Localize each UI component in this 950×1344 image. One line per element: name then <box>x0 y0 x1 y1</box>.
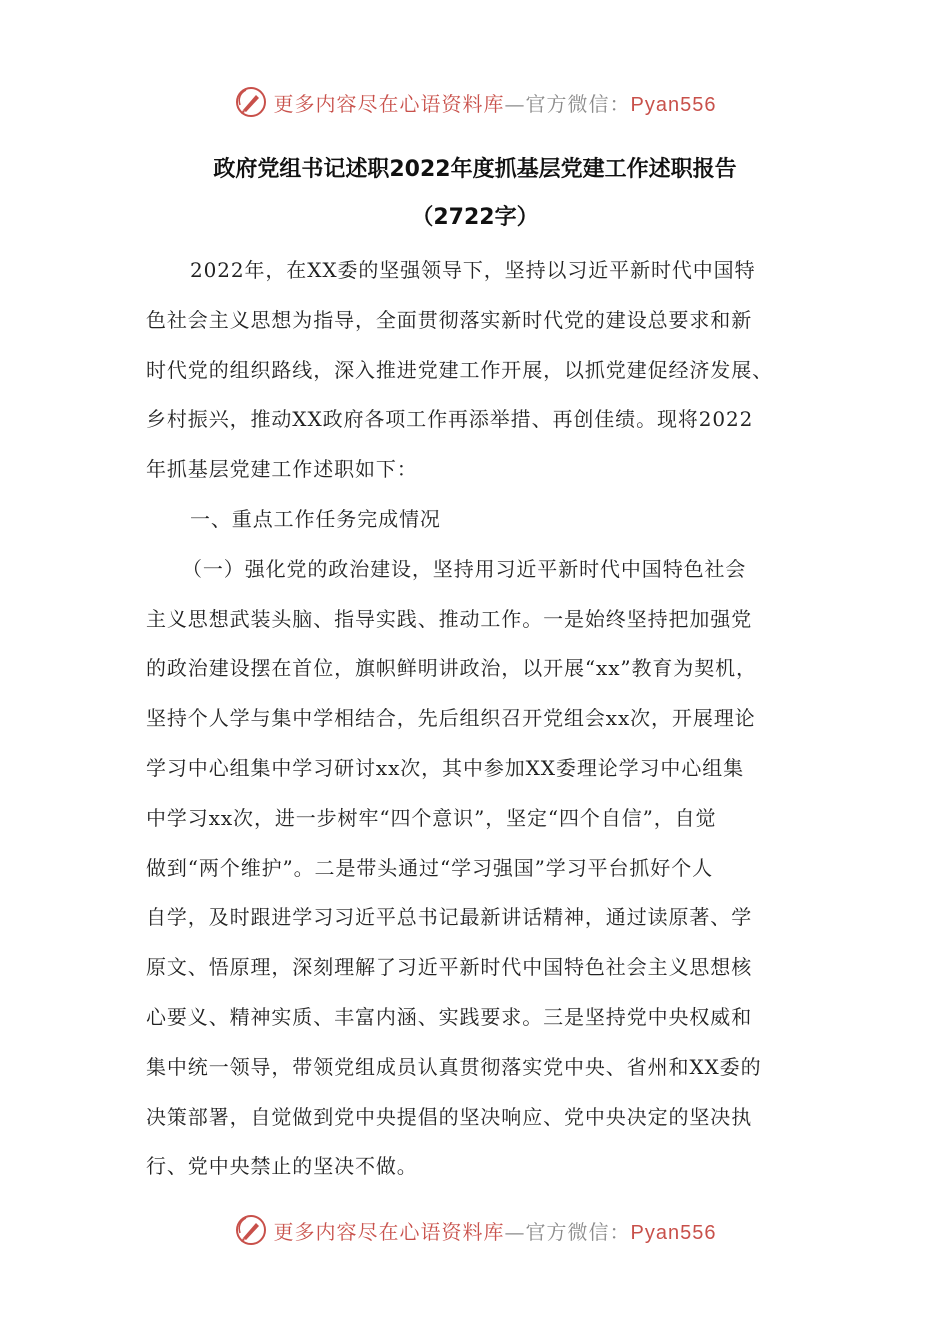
watermark-text <box>274 1216 717 1245</box>
body-line: 色社会主义思想为指导，全面贯彻落实新时代党的建设总要求和新 <box>146 307 753 332</box>
watermark-id: Pyan556 <box>630 1221 717 1244</box>
document-subtitle: （2722字） <box>411 205 539 230</box>
body-line: 时代党的组织路线，深入推进党建工作开展，以抓党建促经济发展、 <box>146 357 773 382</box>
body-line: 2022年，在XX委的坚强领导下，坚持以习近平新时代中国特 <box>190 258 756 282</box>
body-line: 的政治建设摆在首位，旗帜鲜明讲政治，以开展“xx”教育为契机， <box>146 656 757 681</box>
watermark-sub: —官方微信： <box>504 1219 631 1244</box>
body-line: 决策部署，自觉做到党中央提倡的坚决响应、党中央决定的坚决执 <box>146 1104 753 1129</box>
watermark-text <box>274 88 717 117</box>
body-line: （一）强化党的政治建设，坚持用习近平新时代中国特色社会 <box>182 556 747 581</box>
body-line: 心要义、精神实质、丰富内涵、实践要求。三是坚持党中央权威和 <box>146 1004 753 1029</box>
body-line: 集中统一领导，带领党组成员认真贯彻落实党中央、省州和XX委的 <box>146 1054 762 1079</box>
watermark-main: 更多内容尽在心语资料库 <box>273 1219 505 1244</box>
body-line: 中学习xx次，进一步树牢“四个意识”，坚定“四个自信”，自觉 <box>146 805 717 830</box>
body-line: 学习中心组集中学习研讨xx次，其中参加XX委理论学习中心组集 <box>146 755 745 780</box>
body-line: 主义思想武装头脑、指导实践、推动工作。一是始终坚持把加强党 <box>146 606 753 631</box>
watermark-footer <box>0 1208 950 1252</box>
pen-logo-icon <box>234 85 268 119</box>
section-heading: 一、重点工作任务完成情况 <box>190 506 441 531</box>
watermark-main: 更多内容尽在心语资料库 <box>273 91 505 116</box>
watermark-header <box>0 80 950 124</box>
body-line: 原文、悟原理，深刻理解了习近平新时代中国特色社会主义思想核 <box>146 955 753 980</box>
body-line: 行、党中央禁止的坚决不做。 <box>146 1154 418 1179</box>
document-body <box>146 246 810 1192</box>
watermark-id: Pyan556 <box>630 93 717 116</box>
body-line: 自学，及时跟进学习习近平总书记最新讲话精神，通过读原著、学 <box>146 905 753 930</box>
watermark-sub: —官方微信： <box>504 91 631 116</box>
body-line: 做到“两个维护”。二是带头通过“学习强国”学习平台抓好个人 <box>146 855 713 880</box>
body-line: 乡村振兴，推动XX政府各项工作再添举措、再创佳绩。现将2022 <box>146 407 754 432</box>
pen-logo-icon <box>234 1213 268 1247</box>
document-title: 政府党组书记述职2022年度抓基层党建工作述职报告 <box>213 157 737 182</box>
body-line: 年抓基层党建工作述职如下： <box>146 457 418 482</box>
body-line: 坚持个人学与集中学相结合，先后组织召开党组会xx次，开展理论 <box>146 706 756 731</box>
